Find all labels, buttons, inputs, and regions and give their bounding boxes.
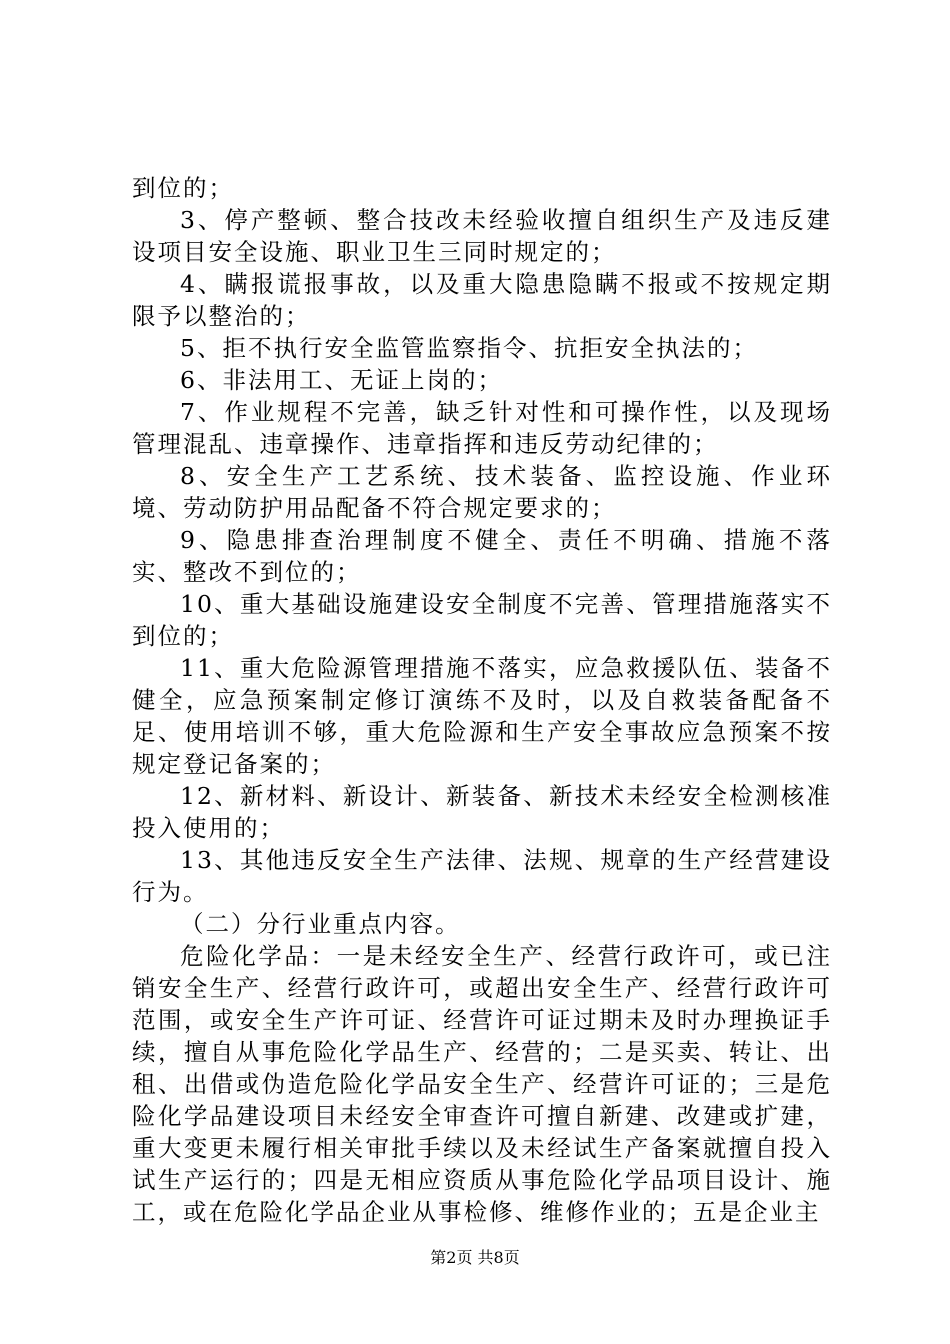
paragraph-11: 12、新材料、新设计、新装备、新技术未经安全检测核准投入使用的；	[132, 782, 832, 842]
section-heading: （二）分行业重点内容。	[180, 910, 461, 938]
paragraph-6: 7、作业规程不完善，缺乏针对性和可操作性，以及现场管理混乱、违章操作、违章指挥和违反劳动纪律的；	[132, 398, 832, 458]
paragraph-7: 8、安全生产工艺系统、技术装备、监控设施、作业环境、劳动防护用品配备不符合规定要求的；	[132, 462, 832, 522]
paragraph-2: 3、停产整顿、整合技改未经验收擅自组织生产及违反建设项目安全设施、职业卫生三同时规定的；	[132, 206, 832, 266]
paragraph-10: 11、重大危险源管理措施不落实，应急救援队伍、装备不健全，应急预案制定修订演练不及时，以及自救装备配备不足、使用培训不够，重大危险源和生产安全事故应急预案不按规定登记备案的；	[132, 654, 832, 778]
paragraph-3: 4、瞒报谎报事故，以及重大隐患隐瞒不报或不按规定期限予以整治的；	[132, 270, 832, 330]
paragraph-5: 6、非法用工、无证上岗的；	[180, 366, 503, 394]
paragraph-12: 13、其他违反安全生产法律、法规、规章的生产经营建设行为。	[132, 846, 832, 906]
paragraph-4: 5、拒不执行安全监管监察指令、抗拒安全执法的；	[180, 334, 758, 362]
document-body	[132, 172, 832, 1228]
paragraph-8: 9、隐患排查治理制度不健全、责任不明确、措施不落实、整改不到位的；	[132, 526, 832, 586]
page-footer: 第2页 共8页	[430, 1248, 520, 1267]
paragraph-9: 10、重大基础设施建设安全制度不完善、管理措施落实不到位的；	[132, 590, 832, 650]
paragraph-hazardous-chemicals: 危险化学品：一是未经安全生产、经营行政许可，或已注销安全生产、经营行政许可，或超出安全生产、经营行政许可范围，或安全生产许可证、经营许可证过期未及时办理换证手续，擅自从事危险化学品生产、经营的；二是买卖、转让、出租、出借或伪造危险化学品安全生产、经营许可证的；三是危险化学品建设项目未经安全审查许可擅自新建、改建或扩建，重大变更未履行相关审批手续以及未经试生产备案就擅自投入试生产运行的；四是无相应资质从事危险化学品项目设计、施工，或在危险化学品企业从事检修、维修作业的；五是企业主	[132, 942, 832, 1226]
paragraph-1: 到位的；	[132, 174, 234, 202]
